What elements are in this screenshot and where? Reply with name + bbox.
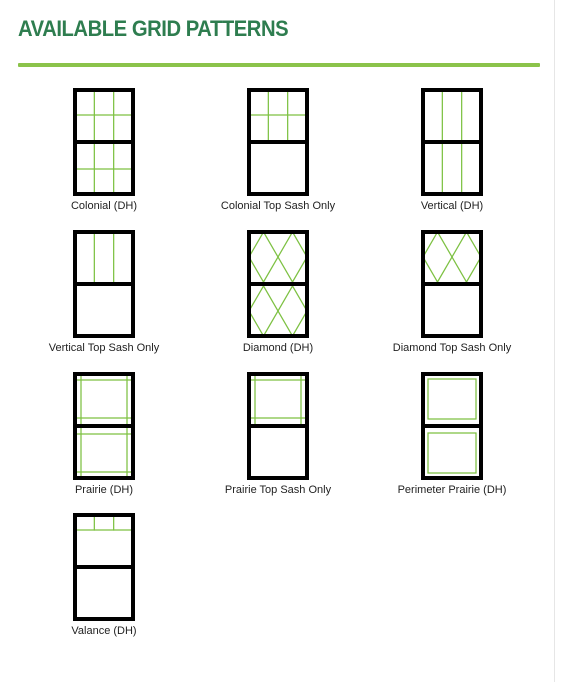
- pattern-label: Colonial Top Sash Only: [220, 200, 336, 212]
- diamond-top-sash-window-icon: [421, 230, 483, 338]
- colonial-top-sash-window-icon: [247, 88, 309, 196]
- pattern-diamond-top-sash-only: [367, 230, 537, 360]
- pattern-label: Prairie Top Sash Only: [224, 484, 332, 496]
- pattern-colonial-top-sash-only: [193, 88, 363, 218]
- colonial-window-icon: [73, 88, 135, 196]
- pattern-label: Prairie (DH): [74, 484, 134, 496]
- perimeter-prairie-window-icon: [421, 372, 483, 480]
- pattern-label: Colonial (DH): [70, 200, 138, 212]
- pattern-perimeter-prairie-dh: [367, 372, 537, 502]
- pattern-label: Vertical Top Sash Only: [48, 342, 160, 354]
- valance-window-icon: [73, 513, 135, 621]
- pattern-vertical-top-sash-only: [19, 230, 189, 360]
- pattern-prairie-dh: [19, 372, 189, 502]
- pattern-label: Vertical (DH): [420, 200, 484, 212]
- title-divider: [18, 63, 540, 67]
- pattern-vertical-dh: [367, 88, 537, 218]
- pattern-valance-dh: [19, 513, 189, 643]
- prairie-top-sash-window-icon: [247, 372, 309, 480]
- pattern-label: Diamond Top Sash Only: [392, 342, 512, 354]
- vertical-window-icon: [421, 88, 483, 196]
- pattern-label: Valance (DH): [71, 625, 137, 637]
- pattern-colonial-dh: [19, 88, 189, 218]
- vertical-top-sash-window-icon: [73, 230, 135, 338]
- pattern-label: Perimeter Prairie (DH): [397, 484, 507, 496]
- pattern-prairie-top-sash-only: [193, 372, 363, 502]
- pattern-diamond-dh: [193, 230, 363, 360]
- page-title: AVAILABLE GRID PATTERNS: [18, 16, 289, 41]
- prairie-window-icon: [73, 372, 135, 480]
- diamond-window-icon: [247, 230, 309, 338]
- pattern-label: Diamond (DH): [242, 342, 314, 354]
